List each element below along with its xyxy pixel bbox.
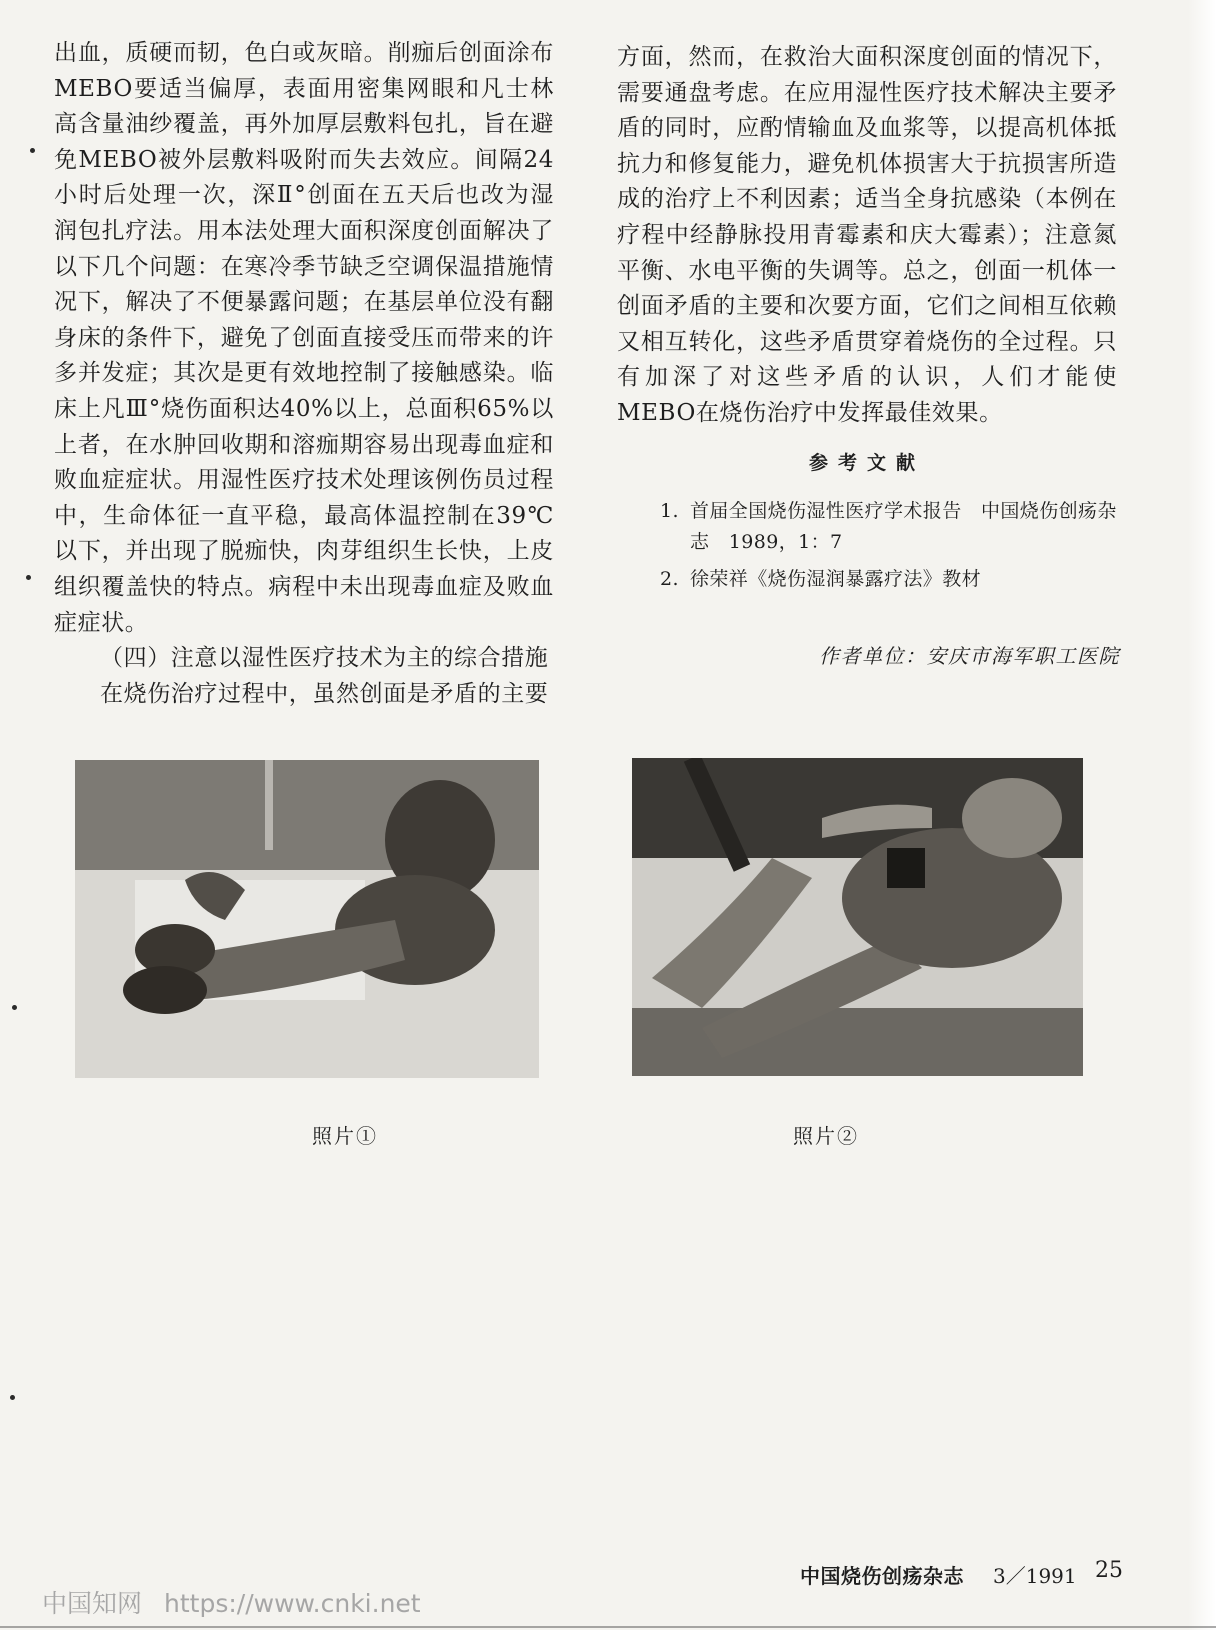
paragraph-2-start: 在烧伤治疗过程中，虽然创面是矛盾的主要 [100,680,549,707]
right-column [617,40,1117,432]
scan-bottom-edge [0,1626,1216,1628]
watermark-brand: 中国知网 [42,1589,143,1618]
author-affiliation: 作者单位：安庆市海军职工医院 [819,644,1120,668]
references-title: 参考文献 [808,452,925,474]
photo-1-caption: 照片① [312,1124,378,1148]
left-column [54,36,554,712]
reference-number: 1. [660,500,679,522]
photo-2-image [632,758,1083,1076]
scan-speck [12,1005,17,1010]
paragraph-1: 出血，质硬而韧，色白或灰暗。削痂后创面涂布MEBO要适当偏厚，表面用密集网眼和凡士林高含量油纱覆盖，再外加厚层敷料包扎，旨在避免MEBO被外层敷料吸附而失去效应。间隔24小时后处理一次，深Ⅱ°创面在五天后也改为湿润包扎疗法。用本法处理大面积深度创面解决了以下几个问题：在寒冷季节缺乏空调保温措施情况下，解决了不便暴露问题；在基层单位没有翻身床的条件下，避免了创面直接受压而带来的许多并发症；其次是更有效地控制了接触感染。临床上凡Ⅲ°烧伤面积达40%以上，总面积65%以上者，在水肿回收期和溶痂期容易出现毒血症和败血症症状。用湿性医疗技术处理该例伤员过程中，生命体征一直平稳，最高体温控制在39℃以下，并出现了脱痂快，肉芽组织生长快，上皮组织覆盖快的特点。病程中未出现毒血症及败血症症状。 [54,40,554,636]
reference-item [660,564,1130,595]
issue-number: 3／1991 [993,1564,1077,1588]
photo-2 [632,758,1083,1076]
reference-item [660,496,1130,558]
photo-1 [75,760,539,1078]
scan-speck [10,1395,15,1400]
paragraph-2-continued: 方面，然而，在救治大面积深度创面的情况下，需要通盘考虑。在应用湿性医疗技术解决主要矛盾的同时，应酌情输血及血浆等，以提高机体抵抗力和修复能力，避免机体损害大于抗损害所造成的治疗上不利因素；适当全身抗感染（本例在疗程中经静脉投用青霉素和庆大霉素）；注意氮平衡、水电平衡的失调等。总之，创面一机体一创面矛盾的主要和次要方面，它们之间相互依赖又相互转化，这些矛盾贯穿着烧伤的全过程。只有加深了对这些矛盾的认识，人们才能使MEBO在烧伤治疗中发挥最佳效果。 [617,44,1117,426]
references-list [660,496,1130,601]
reference-number: 2. [660,568,679,590]
scan-speck [26,575,31,580]
photo-2-caption: 照片② [793,1124,859,1148]
page-number: 25 [1095,1558,1123,1583]
section-heading: （四）注意以湿性医疗技术为主的综合措施 [100,645,549,672]
reference-text: 徐荣祥《烧伤湿润暴露疗法》教材 [690,568,982,590]
scan-edge [1188,0,1216,1630]
reference-text: 首届全国烧伤湿性医疗学术报告 中国烧伤创疡杂志 1989，1：7 [690,500,1117,553]
journal-name: 中国烧伤创疡杂志 [800,1564,964,1588]
cnki-watermark [42,1584,421,1620]
scan-speck [30,148,35,153]
watermark-url: https://www.cnki.net [164,1589,421,1618]
photo-1-image [75,760,539,1078]
